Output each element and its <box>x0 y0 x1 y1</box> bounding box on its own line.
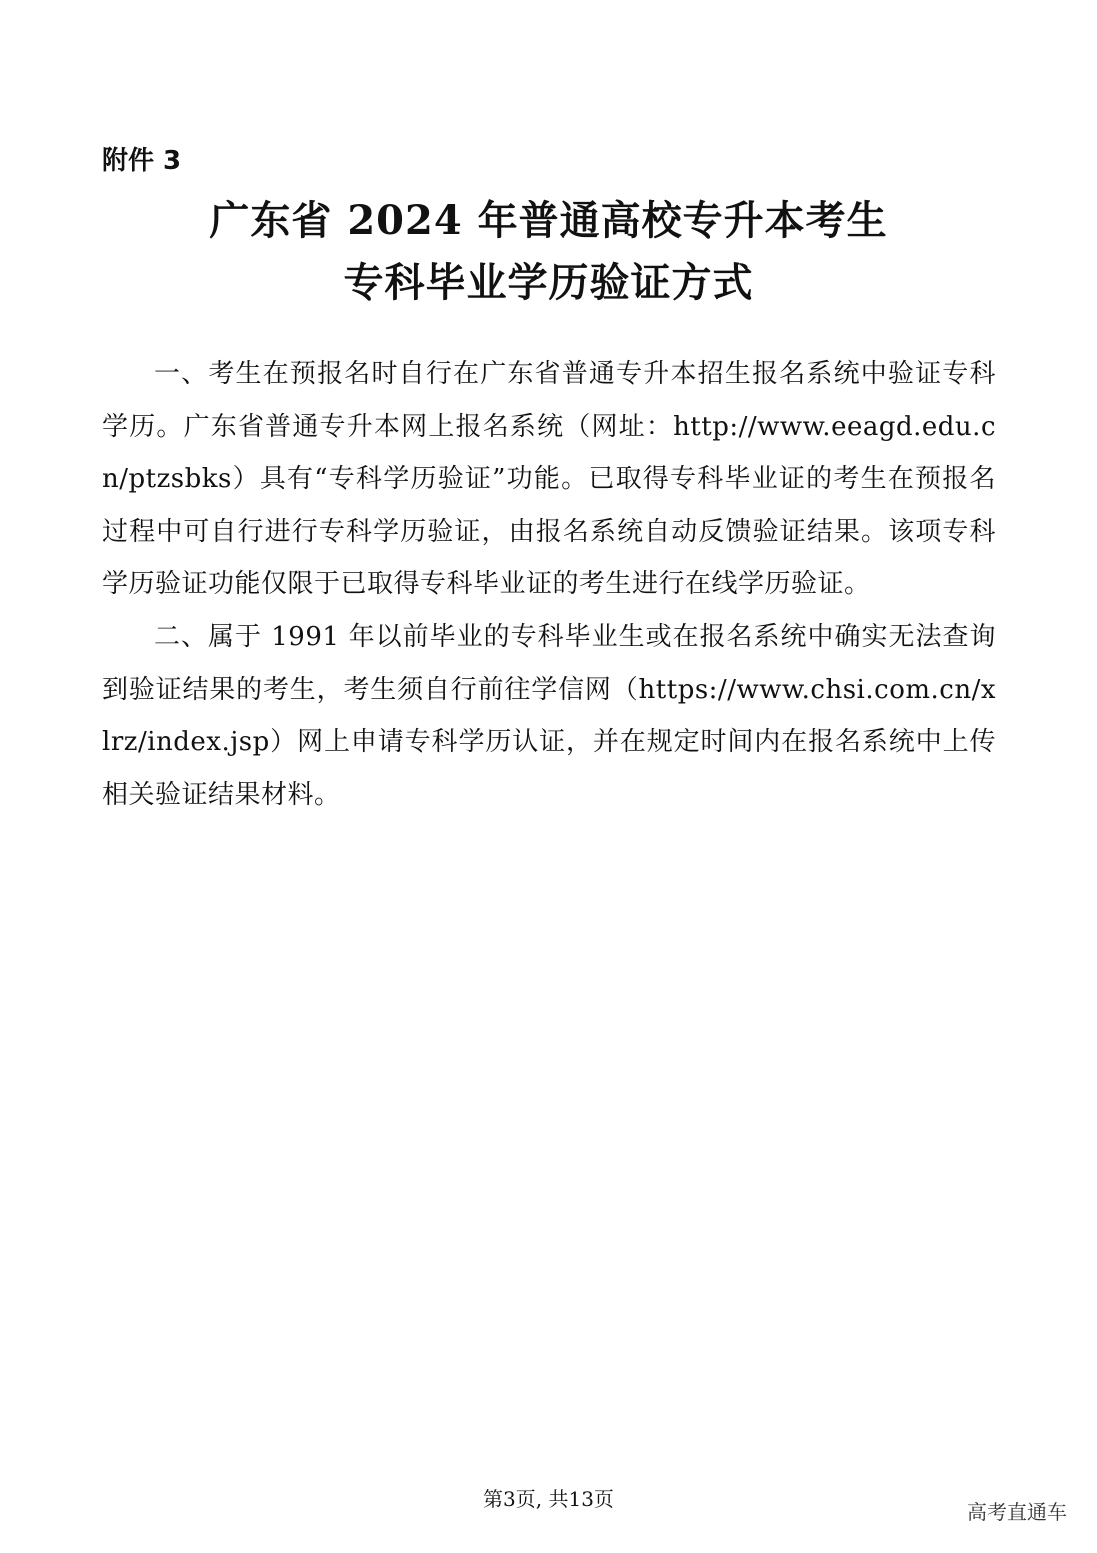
document-title <box>0 190 1097 314</box>
paragraph-2: 二、属于 1991 年以前毕业的专科毕业生或在报名系统中确实无法查询到验证结果的考生，考生须自行前往学信网（https://www.chsi.com.cn/xlrz/index.jsp）网上申请专科学历认证，并在规定时间内在报名系统中上传相关验证结果材料。 <box>102 621 996 810</box>
page-indicator: 第3页, 共13页 <box>483 1487 614 1511</box>
paragraph-1: 一、考生在预报名时自行在广东省普通专升本招生报名系统中验证专科学历。广东省普通专升本网上报名系统（网址：http://www.eeagd.edu.cn/ptzsbks）具有“专科学历验证”功能。已取得专科毕业证的考生在预报名过程中可自行进行专科学历验证，由报名系统自动反馈验证结果。该项专科学历验证功能仅限于已取得专科毕业证的考生进行在线学历验证。 <box>102 359 996 600</box>
title-line-1: 广东省 2024 年普通高校专升本考生 <box>209 197 888 244</box>
document-body <box>102 348 996 821</box>
attachment-label: 附件 3 <box>102 146 182 176</box>
watermark: 高考直通车 <box>967 1500 1067 1524</box>
title-line-2: 专科毕业学历验证方式 <box>343 259 754 306</box>
